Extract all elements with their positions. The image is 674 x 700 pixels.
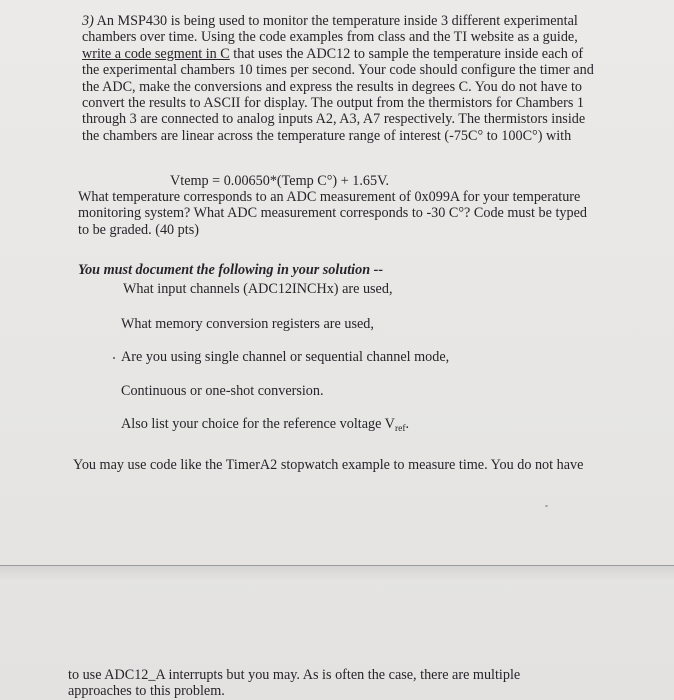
temperature-equation: Vtemp = 0.00650*(Temp C°) + 1.65V. xyxy=(170,173,390,189)
page-fold-edge xyxy=(0,565,674,566)
requirement-conversion-mode: Continuous or one-shot conversion. xyxy=(121,383,324,399)
requirement-channel-mode: Are you using single channel or sequential channel mode, xyxy=(121,349,450,365)
question-line-3: to be graded. (40 pts) xyxy=(78,221,199,238)
requirement-input-channels: What input channels (ADC12INCHx) are used, xyxy=(123,281,393,297)
requirement-memory-registers: What memory conversion registers are used, xyxy=(121,316,374,332)
problem-paragraph xyxy=(82,13,594,144)
problem-line-4: the experimental chambers 10 times per second. Your code should configure the timer and xyxy=(82,62,594,79)
problem-line-7: through 3 are connected to analog inputs A2, A3, A7 respectively. The thermistors inside xyxy=(82,111,586,128)
closing-text-part-2 xyxy=(68,667,520,700)
question-line-1: What temperature corresponds to an ADC measurement of 0x099A for your temperature xyxy=(78,189,581,205)
problem-line-3: write a code segment in C that uses the ADC12 to sample the temperature inside each of xyxy=(82,45,584,62)
vref-subscript: ref xyxy=(394,424,406,434)
underlined-instruction: write a code segment in C xyxy=(82,45,230,62)
closing-line-2: approaches to this problem. xyxy=(68,683,225,700)
closing-text-part-1: You may use code like the TimerA2 stopwatch example to measure time. You do not have xyxy=(73,457,584,473)
closing-line-1: to use ADC12_A interrupts but you may. As is often the case, there are multiple xyxy=(68,667,521,683)
problem-number: 3) xyxy=(82,13,94,29)
problem-line-2: chambers over time. Using the code examples from class and the TI website as a guide, xyxy=(82,29,578,46)
paper-speck xyxy=(545,505,548,507)
problem-line-6: convert the results to ASCII for display. The output from the thermistors for Chambers 1 xyxy=(82,95,584,112)
requirements-heading: You must document the following in your solution -- xyxy=(78,262,384,278)
pen-dot-mark xyxy=(113,357,115,359)
requirement-reference-voltage: Also list your choice for the reference voltage $V_{ref}$. xyxy=(121,416,410,434)
problem-line-1: 3) An MSP430 is being used to monitor the temperature inside 3 different experimental xyxy=(82,13,578,29)
question-line-2: monitoring system? What ADC measurement corresponds to -30 C°? Code must be typed xyxy=(78,205,587,222)
problem-line-5: the ADC, make the conversions and express the results in degrees C. You do not have to xyxy=(82,78,583,95)
question-paragraph xyxy=(78,189,587,238)
problem-line-8: the chambers are linear across the temperature range of interest (-75C° to 100C°) with xyxy=(82,127,572,144)
page-fold-band xyxy=(0,565,674,583)
